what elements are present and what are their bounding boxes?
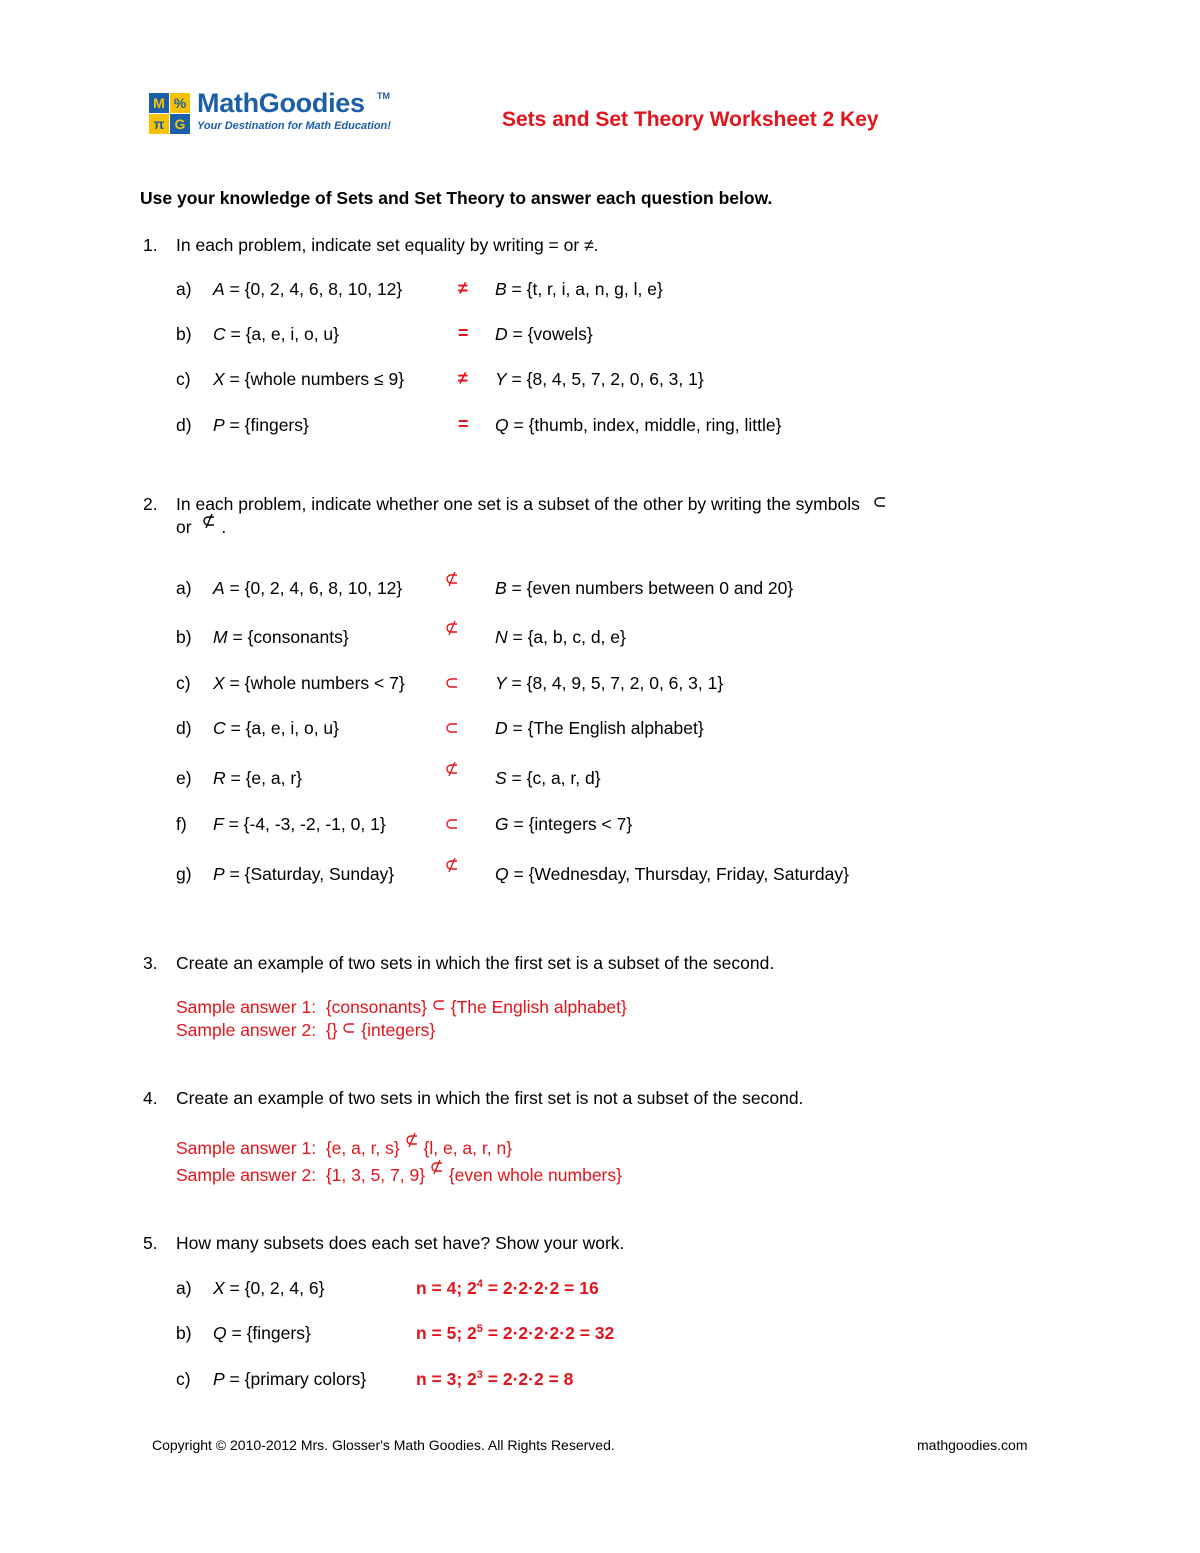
set-name: A — [213, 279, 225, 299]
footer-copyright: Copyright © 2010-2012 Mrs. Glosser's Math Goodies. All Rights Reserved. — [152, 1437, 615, 1453]
set-right — [495, 768, 601, 789]
set-elements: = {0, 2, 4, 6, 8, 10, 12} — [224, 279, 403, 299]
item-letter: f) — [176, 814, 187, 834]
set-name: Y — [495, 369, 507, 389]
q4-sample-2-b: {even whole numbers} — [448, 1165, 622, 1185]
item-letter: a) — [176, 578, 192, 598]
q4-number: 4. — [143, 1088, 158, 1108]
set-elements: = {fingers} — [224, 415, 309, 435]
logo-tagline: Your Destination for Math Education! — [197, 120, 391, 132]
set-name: A — [213, 578, 225, 598]
equality-answer: = — [458, 323, 469, 343]
set-elements: = {t, r, i, a, n, g, l, e} — [506, 279, 663, 299]
subset-count-answer — [416, 1369, 573, 1390]
set-name: P — [213, 864, 225, 884]
q4-sample-1 — [176, 1138, 512, 1159]
set-name: C — [213, 324, 226, 344]
set-name: R — [213, 768, 226, 788]
q3-sample-1 — [176, 997, 627, 1018]
item-letter: a) — [176, 1278, 192, 1298]
set-right — [495, 814, 632, 835]
set-name: Q — [495, 415, 509, 435]
subset-count-answer — [416, 1278, 599, 1299]
set-elements: = {Saturday, Sunday} — [224, 864, 395, 884]
item-letter: c) — [176, 673, 191, 693]
q3-number: 3. — [143, 953, 158, 973]
set-elements: = {0, 2, 4, 6} — [224, 1278, 325, 1298]
logo-name: MathGoodies — [197, 88, 365, 118]
logo-cell-g: G — [170, 114, 190, 134]
set-elements: = {a, e, i, o, u} — [225, 718, 339, 738]
set-elements: = {c, a, r, d} — [506, 768, 601, 788]
item-letter: d) — [176, 415, 192, 435]
subset-icon — [873, 494, 887, 510]
answer-start: n = 3; 2 — [416, 1369, 477, 1389]
set-name: X — [213, 673, 225, 693]
q4-sample-2-label: Sample answer 2: — [176, 1165, 317, 1185]
q2-text-line2 — [176, 517, 226, 538]
set-left — [213, 415, 309, 436]
set-elements: = {8, 4, 9, 5, 7, 2, 0, 6, 3, 1} — [506, 673, 724, 693]
item-letter: c) — [176, 1369, 191, 1389]
item-letter: b) — [176, 1323, 192, 1343]
answer-start: n = 5; 2 — [416, 1323, 477, 1343]
not-subset-icon — [405, 1132, 419, 1148]
set-elements: = {The English alphabet} — [507, 718, 704, 738]
set-right — [495, 718, 704, 739]
set-left — [213, 864, 394, 885]
q2-text — [176, 494, 887, 515]
set-left — [213, 1323, 311, 1344]
set-elements: = {vowels} — [507, 324, 593, 344]
set-name: N — [495, 627, 508, 647]
q4-sample-2-a: {1, 3, 5, 7, 9} — [325, 1165, 426, 1185]
q1-number: 1. — [143, 235, 158, 255]
set-right — [495, 279, 663, 300]
set-name: G — [495, 814, 509, 834]
item-letter: c) — [176, 369, 191, 389]
answer-start: n = 4; 2 — [416, 1278, 477, 1298]
answer-result: = 2·2·2 = 8 — [482, 1369, 574, 1389]
q1-text: In each problem, indicate set equality by writing = or ≠. — [176, 235, 599, 255]
set-elements: = {integers < 7} — [508, 814, 633, 834]
set-name: B — [495, 578, 507, 598]
set-name: B — [495, 279, 507, 299]
item-letter: b) — [176, 324, 192, 344]
q4-sample-1-label: Sample answer 1: — [176, 1138, 317, 1158]
page-title: Sets and Set Theory Worksheet 2 Key — [502, 108, 879, 131]
subset-icon — [342, 1020, 356, 1036]
set-left — [213, 369, 404, 390]
logo-cell-m: M — [149, 93, 169, 113]
footer-site[interactable]: mathgoodies.com — [917, 1437, 1028, 1453]
set-name: Y — [495, 673, 507, 693]
q2-text-main: In each problem, indicate whether one set is a subset of the other by writing the symbols — [176, 494, 860, 514]
set-left — [213, 279, 402, 300]
q3-sample-1-label: Sample answer 1: — [176, 997, 317, 1017]
answer-exponent: 4 — [476, 1278, 483, 1291]
item-letter: g) — [176, 864, 192, 884]
set-name: P — [213, 1369, 225, 1389]
set-name: D — [495, 324, 508, 344]
set-name: M — [213, 627, 228, 647]
answer-result: = 2·2·2·2·2 = 32 — [482, 1323, 615, 1343]
q3-sample-2-label: Sample answer 2: — [176, 1020, 317, 1040]
q3-sample-1-b: {The English alphabet} — [450, 997, 627, 1017]
q4-sample-1-a: {e, a, r, s} — [325, 1138, 400, 1158]
q2-number: 2. — [143, 494, 158, 514]
not-subset-icon — [430, 1159, 444, 1175]
subset-icon — [445, 675, 459, 696]
subset-icon — [445, 720, 459, 741]
q2-text-period: . — [221, 517, 227, 537]
item-letter: a) — [176, 279, 192, 299]
set-left — [213, 578, 402, 599]
answer-exponent: 3 — [476, 1369, 483, 1382]
not-subset-icon — [445, 620, 459, 641]
instructions: Use your knowledge of Sets and Set Theory to answer each question below. — [140, 188, 773, 208]
set-name: C — [213, 718, 226, 738]
subset-count-answer — [416, 1323, 614, 1344]
set-left — [213, 718, 339, 739]
set-right — [495, 673, 723, 694]
set-left — [213, 814, 386, 835]
set-left — [213, 1278, 324, 1299]
q3-sample-1-a: {consonants} — [325, 997, 428, 1017]
q5-text: How many subsets does each set have? Show your work. — [176, 1233, 625, 1253]
q5-number: 5. — [143, 1233, 158, 1253]
item-letter: b) — [176, 627, 192, 647]
set-right — [495, 415, 781, 436]
answer-result: = 2·2·2·2 = 16 — [482, 1278, 599, 1298]
set-right — [495, 324, 593, 345]
q4-sample-1-b: {l, e, a, r, n} — [423, 1138, 513, 1158]
answer-exponent: 5 — [476, 1323, 483, 1336]
set-name: Q — [213, 1323, 227, 1343]
q3-text: Create an example of two sets in which the first set is a subset of the second. — [176, 953, 775, 973]
set-elements: = {0, 2, 4, 6, 8, 10, 12} — [224, 578, 403, 598]
set-right — [495, 627, 626, 648]
set-left — [213, 324, 339, 345]
set-elements: = {consonants} — [227, 627, 349, 647]
subset-icon — [445, 816, 459, 837]
set-elements: = {a, b, c, d, e} — [507, 627, 626, 647]
q4-sample-2 — [176, 1165, 622, 1186]
set-right — [495, 369, 704, 390]
set-name: Q — [495, 864, 509, 884]
set-elements: = {primary colors} — [224, 1369, 367, 1389]
set-name: S — [495, 768, 507, 788]
set-name: F — [213, 814, 224, 834]
set-elements: = {-4, -3, -2, -1, 0, 1} — [223, 814, 386, 834]
not-subset-icon — [445, 857, 459, 878]
equality-answer: ≠ — [458, 368, 468, 388]
q3-sample-2-b: {integers} — [361, 1020, 436, 1040]
logo-cell-pi: π — [149, 114, 169, 134]
not-subset-icon — [445, 571, 459, 592]
set-left — [213, 768, 302, 789]
item-letter: d) — [176, 718, 192, 738]
set-elements: = {whole numbers < 7} — [224, 673, 405, 693]
set-elements: = {e, a, r} — [225, 768, 303, 788]
set-left — [213, 1369, 366, 1390]
q2-text-or: or — [176, 517, 192, 537]
set-elements: = {a, e, i, o, u} — [225, 324, 339, 344]
logo-mark — [149, 93, 191, 135]
not-subset-icon — [445, 761, 459, 782]
logo-cell-percent: % — [170, 93, 190, 113]
logo-tm: TM — [377, 91, 390, 101]
set-left — [213, 627, 349, 648]
set-right — [495, 864, 849, 885]
set-elements: = {8, 4, 5, 7, 2, 0, 6, 3, 1} — [506, 369, 704, 389]
q3-sample-2 — [176, 1020, 435, 1041]
q3-sample-2-a: {} — [325, 1020, 338, 1040]
set-name: X — [213, 369, 225, 389]
set-elements: = {fingers} — [226, 1323, 311, 1343]
set-elements: = {Wednesday, Thursday, Friday, Saturday} — [508, 864, 849, 884]
set-right — [495, 578, 793, 599]
set-left — [213, 673, 405, 694]
set-elements: = {whole numbers ≤ 9} — [224, 369, 405, 389]
equality-answer: ≠ — [458, 278, 468, 298]
mathgoodies-logo — [149, 88, 414, 136]
not-subset-icon — [202, 513, 216, 529]
subset-icon — [432, 997, 446, 1013]
q4-text: Create an example of two sets in which the first set is not a subset of the second. — [176, 1088, 804, 1108]
equality-answer: = — [458, 414, 469, 434]
set-elements: = {even numbers between 0 and 20} — [506, 578, 794, 598]
set-name: P — [213, 415, 225, 435]
item-letter: e) — [176, 768, 192, 788]
set-name: X — [213, 1278, 225, 1298]
set-elements: = {thumb, index, middle, ring, little} — [508, 415, 782, 435]
set-name: D — [495, 718, 508, 738]
